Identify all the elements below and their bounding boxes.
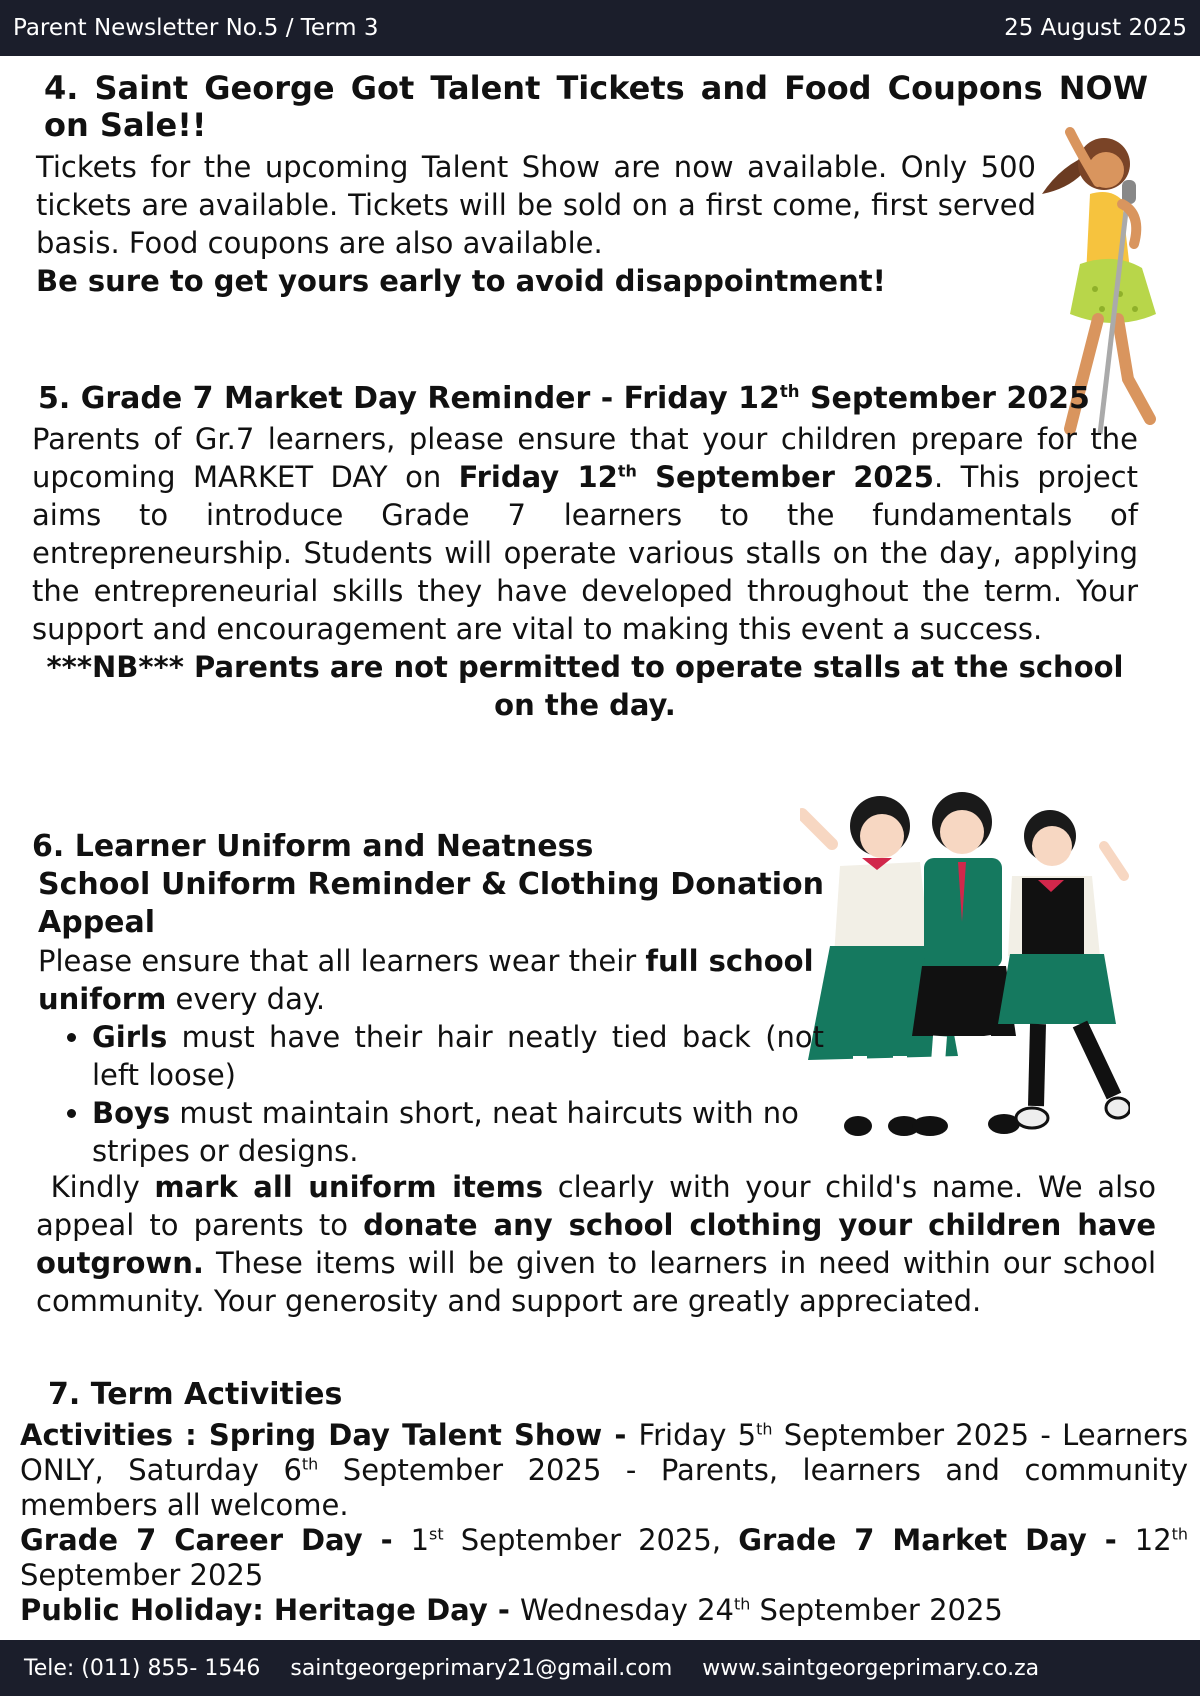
- section-4: [36, 69, 1148, 300]
- newsletter-title: Parent Newsletter No.5 / Term 3: [13, 15, 379, 41]
- section-6-appeal: [36, 1168, 1156, 1320]
- list-item-bold: Boys: [92, 1096, 171, 1130]
- activity-1-text-c: September 2025 - Parents, learners and community members all welcome.: [20, 1453, 1188, 1522]
- section-6-intro: [38, 942, 824, 1018]
- appeal-bold-a: mark all uniform items: [154, 1170, 544, 1204]
- newsletter-body: [0, 56, 1200, 1640]
- section-6-heading: 6. Learner Uniform and Neatness: [32, 829, 594, 864]
- three-learners-illustration: [800, 786, 1130, 1196]
- section-5-heading-text: 5. Grade 7 Market Day Reminder - Friday 12: [38, 381, 780, 416]
- section-5-body-a: Parents of Gr.7 learners, please ensure that your children prepare for the upcoming MARKET DAY on: [32, 422, 1138, 494]
- newsletter-date: 25 August 2025: [1004, 15, 1187, 41]
- activity-1-sup-1: th: [756, 1419, 773, 1439]
- appeal-text-b: clearly with your child's name. We also appeal to parents to: [36, 1170, 1156, 1242]
- activity-2-title-a: Grade 7 Career Day -: [20, 1523, 411, 1557]
- newsletter-footer: [0, 1640, 1200, 1696]
- footer-website-link[interactable]: www.saintgeorgeprimary.co.za: [702, 1655, 1040, 1681]
- list-item-text: must maintain short, neat haircuts with no stripes or designs.: [92, 1096, 799, 1168]
- section-6-intro-b: every day.: [166, 982, 326, 1016]
- activity-1-title: Activities : Spring Day Talent Show -: [20, 1418, 639, 1452]
- footer-email-link[interactable]: saintgeorgeprimary21@gmail.com: [290, 1655, 673, 1681]
- activity-line-2: [20, 1523, 1188, 1593]
- activity-2-title-b: Grade 7 Market Day -: [738, 1523, 1135, 1557]
- activity-2-sup-1: st: [429, 1524, 444, 1544]
- activity-1-text-a: Friday 5: [638, 1418, 757, 1452]
- activity-line-3: [20, 1593, 1188, 1628]
- section-5-body-bold-a: Friday 12: [458, 460, 618, 494]
- activity-3-sup: th: [733, 1594, 751, 1614]
- section-5-heading: [38, 380, 1138, 418]
- footer-phone: Tele: (011) 855- 1546: [24, 1655, 261, 1681]
- section-5-nb: ***NB*** Parents are not permitted to operate stalls at the school on the day.: [46, 650, 1124, 722]
- appeal-text-c: These items will be given to learners in need within our school community. Your generosity and support are greatly appreciated.: [36, 1246, 1156, 1318]
- section-5-heading-sup: th: [779, 382, 800, 401]
- list-item-text: must have their hair neatly tied back (not left loose): [92, 1020, 824, 1092]
- activity-3-title: Public Holiday: Heritage Day -: [20, 1593, 520, 1627]
- section-4-heading: 4. Saint George Got Talent Tickets and Food Coupons NOW on Sale!!: [44, 69, 1148, 144]
- section-4-emphasis: Be sure to get yours early to avoid disappointment!: [36, 264, 886, 298]
- section-5-body-b: . This project aims to introduce Grade 7 learners to the fundamentals of entrepreneurship. Students will operate various stalls on the day, applying the entrepreneurial skills they have developed throughout the term. Your support and encouragement are vital to making this event a success.: [32, 460, 1138, 646]
- section-5-body-bold-b: September 2025: [636, 460, 934, 494]
- section-4-body: Tickets for the upcoming Talent Show are now available. Only 500 tickets are available. Tickets will be sold on a first come, first served basis. Food coupons are also available.: [36, 150, 1036, 260]
- section-7: [20, 1376, 1188, 1628]
- activity-2-text-b: September 2025,: [443, 1523, 739, 1557]
- appeal-bold-b: donate any school clothing your children have outgrown.: [36, 1208, 1156, 1280]
- activity-line-1: [20, 1418, 1188, 1523]
- section-6-intro-bold: full school uniform: [38, 944, 814, 1016]
- activity-3-text-a: Wednesday 24: [519, 1593, 734, 1627]
- section-6: [32, 828, 824, 1170]
- section-6-subheading: School Uniform Reminder & Clothing Donation Appeal: [38, 867, 824, 940]
- list-item: [92, 1094, 824, 1170]
- section-5: [32, 380, 1138, 724]
- list-item-bold: Girls: [92, 1020, 168, 1054]
- uniform-rules-list: [32, 1018, 824, 1170]
- section-5-body-sup: th: [617, 461, 637, 481]
- activity-2-text-a: 1: [410, 1523, 430, 1557]
- section-6-intro-a: Please ensure that all learners wear their: [38, 944, 646, 978]
- section-6-appeal-text: [36, 1168, 1156, 1320]
- list-item: [92, 1018, 824, 1094]
- activity-2-text-d: September 2025: [20, 1558, 264, 1592]
- activity-1-text-b: September 2025 - Learners ONLY, Saturday 6: [20, 1418, 1188, 1487]
- section-5-body: [32, 420, 1138, 648]
- activity-2-text-c: 12: [1134, 1523, 1172, 1557]
- activity-3-text-b: September 2025: [750, 1593, 1003, 1627]
- section-5-heading-text-b: September 2025: [799, 381, 1090, 416]
- activity-2-sup-2: th: [1171, 1524, 1189, 1544]
- section-7-heading: 7. Term Activities: [48, 1377, 343, 1412]
- newsletter-header: [0, 0, 1200, 56]
- activity-1-sup-2: th: [301, 1454, 319, 1474]
- appeal-text-a: Kindly: [50, 1170, 155, 1204]
